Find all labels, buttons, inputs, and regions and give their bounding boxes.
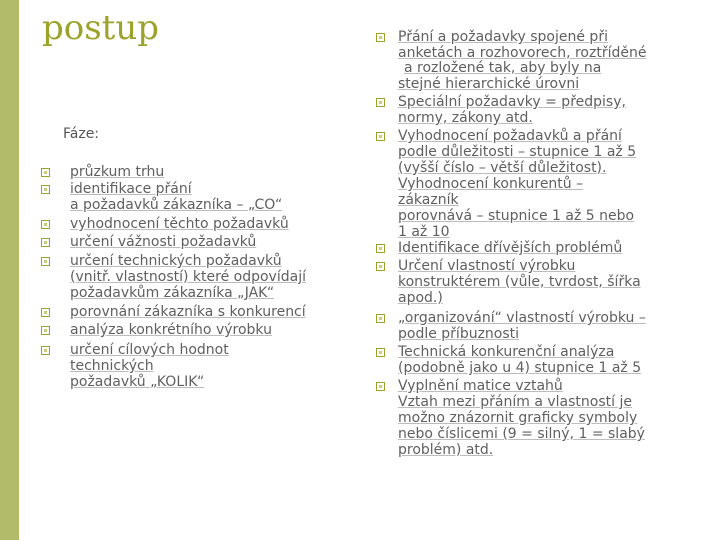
square-bullet-icon [376, 98, 385, 107]
right-text-line: apod.) [398, 290, 443, 306]
left-text-line: určení technických požadavků [70, 253, 282, 269]
left-text-line: požadavků „KOLIK“ [70, 374, 205, 390]
right-text-line: Vyhodnocení požadavků a přání [398, 128, 622, 144]
right-text-line: Technická konkurenční analýza [398, 344, 615, 360]
square-bullet-icon [376, 33, 385, 42]
slide-title: postup [42, 8, 160, 48]
right-text-line: Určení vlastností výrobku [398, 258, 576, 274]
square-bullet-icon [376, 314, 385, 323]
right-text-line: konstruktérem (vůle, tvrdost, šířka [398, 274, 641, 290]
left-text-line: technických [70, 358, 154, 374]
right-text-line: Vztah mezi přáním a vlastností je [398, 394, 632, 410]
right-text-line: (vyšší číslo – větší důležitost). [398, 160, 607, 176]
left-text-line: průzkum trhu [70, 164, 165, 180]
right-text-line: podle důležitosti – stupnice 1 až 5 [398, 144, 637, 160]
right-text-line: Speciální požadavky = předpisy, [398, 94, 626, 110]
right-text-line: Přání a požadavky spojené při [398, 29, 608, 45]
square-bullet-icon [41, 168, 50, 177]
square-bullet-icon [376, 262, 385, 271]
right-text-line: možno znázornit graficky symboly [398, 410, 638, 426]
square-bullet-icon [41, 257, 50, 266]
right-text-line: problém) atd. [398, 442, 494, 458]
right-text-line: Vyplnění matice vztahů [398, 378, 563, 394]
left-text-line: požadavkům zákazníka „JAK“ [70, 285, 275, 301]
left-text-line: porovnání zákazníka s konkurencí [70, 304, 306, 320]
left-text-line: a požadavků zákazníka – „CO“ [70, 197, 283, 213]
left-text-line: určení vážnosti požadavků [70, 234, 257, 250]
right-text-line: 1 až 10 [398, 224, 450, 240]
square-bullet-icon [376, 132, 385, 141]
right-text-line: Identifikace dřívějších problémů [398, 240, 623, 256]
right-text-line: a rozložené tak, aby byly na [404, 60, 602, 76]
square-bullet-icon [376, 382, 385, 391]
left-text-line: (vnitř. vlastností) které odpovídají [70, 269, 306, 285]
square-bullet-icon [376, 348, 385, 357]
square-bullet-icon [41, 308, 50, 317]
right-text-line: „organizování“ vlastností výrobku – [398, 310, 646, 326]
left-text-line: vyhodnocení těchto požadavků [70, 216, 289, 232]
right-text-line: porovnává – stupnice 1 až 5 nebo [398, 208, 635, 224]
left-text-line: identifikace přání [70, 181, 192, 197]
right-text-line: (podobně jako u 4) stupnice 1 až 5 [398, 360, 642, 376]
right-text-line: podle příbuznosti [398, 326, 520, 342]
square-bullet-icon [41, 220, 50, 229]
right-text-line: normy, zákony atd. [398, 110, 533, 126]
left-text-line: určení cílových hodnot [70, 342, 229, 358]
right-text-line: nebo číslicemi (9 = silný, 1 = slabý [398, 426, 645, 442]
right-text-line: Vyhodnocení konkurentů – [398, 176, 584, 192]
square-bullet-icon [41, 185, 50, 194]
square-bullet-icon [376, 244, 385, 253]
left-text-line: analýza konkrétního výrobku [70, 322, 272, 338]
right-text-line: anketách a rozhovorech, roztříděné [398, 45, 647, 61]
square-bullet-icon [41, 238, 50, 247]
decorative-side-bar [0, 0, 19, 540]
square-bullet-icon [41, 346, 50, 355]
right-text-line: zákazník [398, 192, 459, 208]
phase-label: Fáze: [63, 126, 100, 142]
square-bullet-icon [41, 326, 50, 335]
right-text-line: stejné hierarchické úrovni [398, 76, 580, 92]
